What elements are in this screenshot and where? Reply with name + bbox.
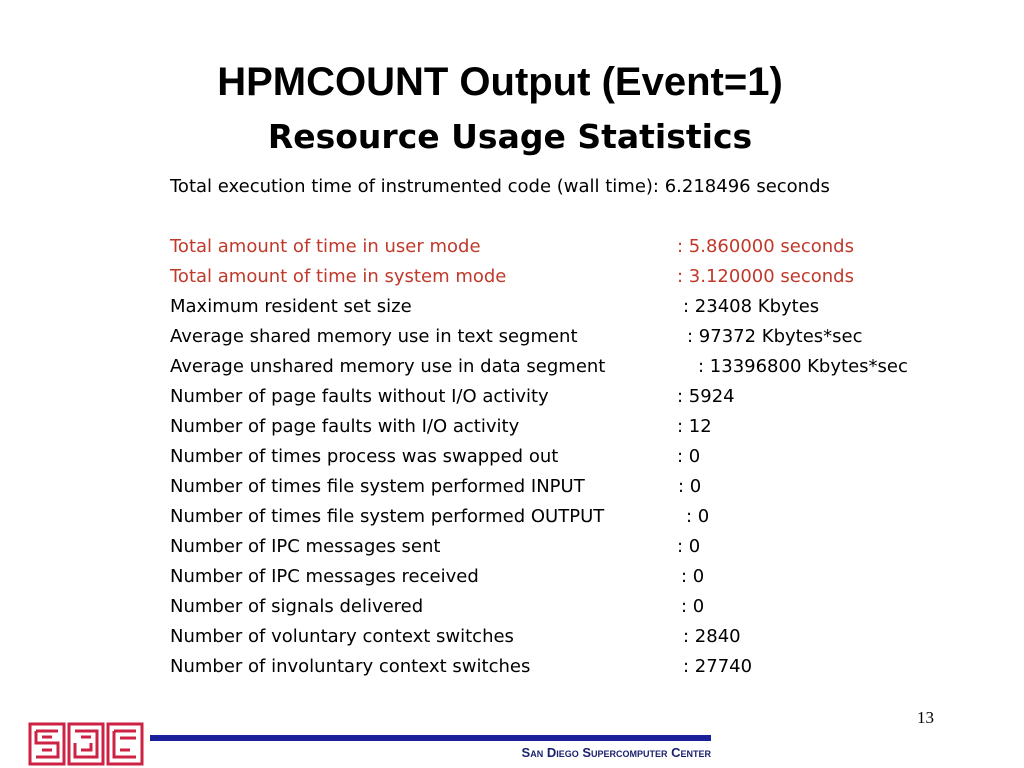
stat-label: Total amount of time in user mode bbox=[170, 236, 481, 257]
stat-value: : 0 bbox=[681, 566, 705, 587]
stat-row bbox=[170, 472, 1000, 502]
stat-row bbox=[170, 652, 1000, 682]
spacer bbox=[170, 202, 1000, 232]
stat-row bbox=[170, 352, 1000, 382]
stat-label: Number of times process was swapped out bbox=[170, 446, 559, 467]
stat-row bbox=[170, 622, 1000, 652]
total-execution-line bbox=[170, 172, 1000, 202]
total-execution-text: Total execution time of instrumented code (wall time): 6.218496 seconds bbox=[170, 176, 830, 197]
stat-value: : 5924 bbox=[677, 386, 735, 407]
stat-value: : 5.860000 seconds bbox=[677, 236, 854, 257]
stat-value: : 27740 bbox=[683, 656, 753, 677]
stat-label: Total amount of time in system mode bbox=[170, 266, 507, 287]
stat-label: Number of page faults with I/O activity bbox=[170, 416, 520, 437]
stat-value: : 2840 bbox=[683, 626, 741, 647]
stat-label: Number of times file system performed INPUT bbox=[170, 476, 585, 497]
stat-row bbox=[170, 262, 1000, 292]
stat-value: : 97372 Kbytes*sec bbox=[687, 326, 863, 347]
stat-value: : 0 bbox=[677, 536, 701, 557]
stat-value: : 12 bbox=[677, 416, 712, 437]
footer-org-name: San Diego Supercomputer Center bbox=[521, 745, 711, 760]
stat-label: Number of page faults without I/O activity bbox=[170, 386, 549, 407]
stat-row bbox=[170, 502, 1000, 532]
stat-label: Number of IPC messages sent bbox=[170, 536, 441, 557]
stat-row bbox=[170, 412, 1000, 442]
stat-label: Number of signals delivered bbox=[170, 596, 424, 617]
stat-label: Average unshared memory use in data segment bbox=[170, 356, 606, 377]
slide-subtitle: Resource Usage Statistics bbox=[267, 117, 753, 156]
stat-row bbox=[170, 442, 1000, 472]
stat-row bbox=[170, 592, 1000, 622]
stat-row bbox=[170, 562, 1000, 592]
stat-value: : 0 bbox=[686, 506, 710, 527]
stat-label: Average shared memory use in text segment bbox=[170, 326, 578, 347]
footer-rule bbox=[150, 735, 711, 741]
stat-label: Number of voluntary context switches bbox=[170, 626, 514, 647]
stat-row bbox=[170, 322, 1000, 352]
slide-title: HPMCOUNT Output (Event=1) bbox=[217, 60, 783, 104]
sdsc-maze-logo-icon bbox=[28, 722, 144, 766]
stat-value: : 3.120000 seconds bbox=[677, 266, 854, 287]
stat-value: : 23408 Kbytes bbox=[683, 296, 820, 317]
stat-row bbox=[170, 382, 1000, 412]
stat-value: : 0 bbox=[681, 596, 705, 617]
page-number: 13 bbox=[917, 708, 934, 727]
stat-label: Number of times file system performed OUTPUT bbox=[170, 506, 605, 527]
stat-value: : 0 bbox=[677, 446, 701, 467]
stat-row bbox=[170, 292, 1000, 322]
stat-label: Number of involuntary context switches bbox=[170, 656, 531, 677]
stat-row bbox=[170, 232, 1000, 262]
stat-label: Maximum resident set size bbox=[170, 296, 412, 317]
stat-value: : 13396800 Kbytes*sec bbox=[698, 356, 908, 377]
stat-label: Number of IPC messages received bbox=[170, 566, 479, 587]
stat-value: : 0 bbox=[678, 476, 702, 497]
stat-row bbox=[170, 532, 1000, 562]
stats-block bbox=[170, 172, 1000, 682]
